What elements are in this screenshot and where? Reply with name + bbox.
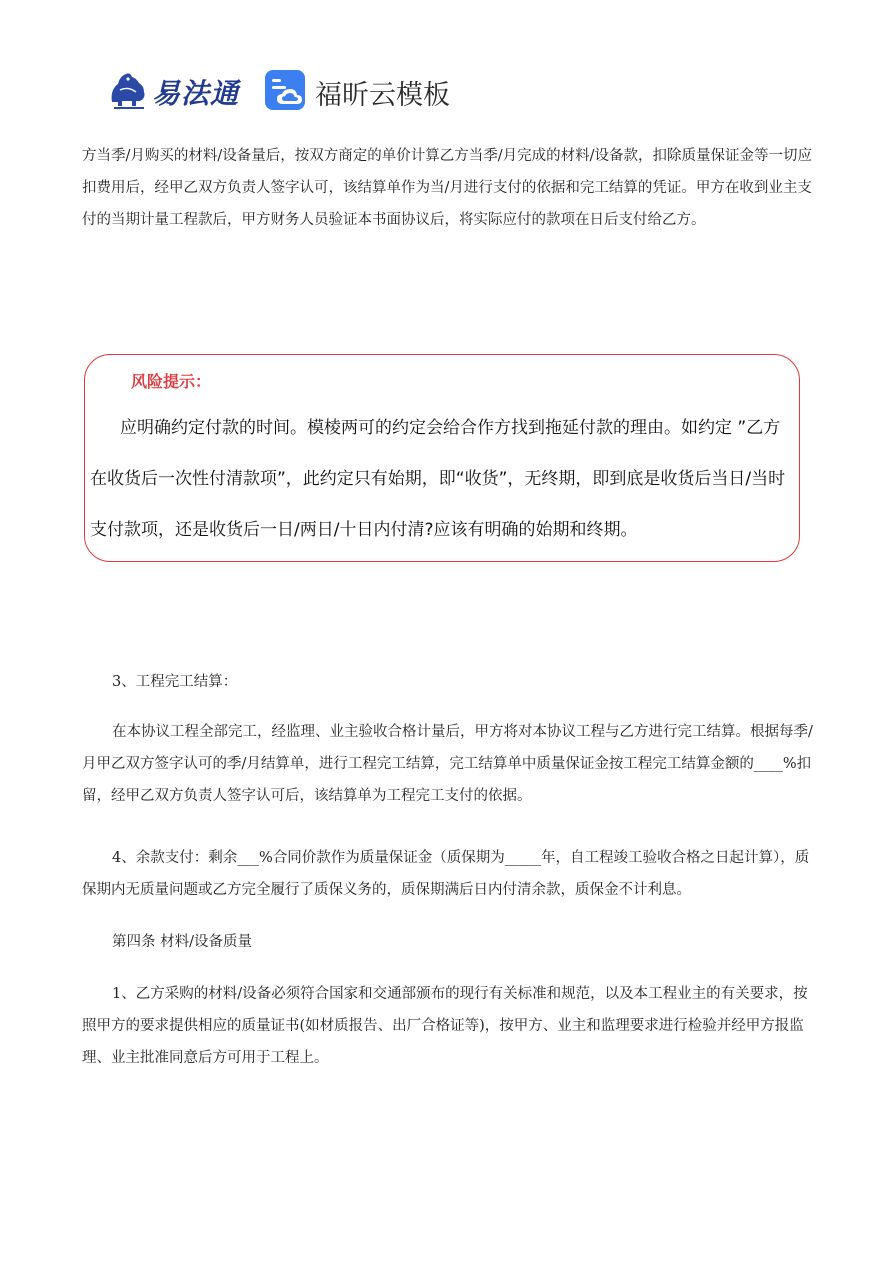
- paragraph-balance-payment: 4、余款支付：剩余___%合同价款作为质量保证金（质保期为_____年，自工程竣工验收合格之日起计算），质保期内无质量问题或乙方完全履行了质保义务的，质保期满后日内付清余款，质保金不计利息。: [82, 850, 810, 898]
- risk-notice-title: 风险提示：: [131, 372, 212, 391]
- yifatong-logo: [106, 68, 239, 116]
- foxit-template-logo: [263, 68, 450, 116]
- paragraph-completion-settlement: 在本协议工程全部完工，经监理、业主验收合格计量后，甲方将对本协议工程与乙方进行完工结算。根据每季/月甲乙双方签字认可的季/月结算单，进行工程完工结算，完工结算单中质量保证金按工程完工结算金额的____%扣留，经甲乙双方负责人签字认可后，该结算单为工程完工支付的依据。: [82, 724, 813, 804]
- article-heading-material-quality: 第四条 材料/设备质量: [112, 934, 252, 950]
- logo2-text: 福昕云模板: [315, 79, 451, 111]
- cloud-document-icon: [263, 68, 307, 116]
- paragraph-payment-basis: 方当季/月购买的材料/设备量后，按双方商定的单价计算乙方当季/月完成的材料/设备款，扣除质量保证金等一切应扣费用后，经甲乙双方负责人签字认可，该结算单作为当/月进行支付的依据和完工结算的凭证。甲方在收到业主支付的当期计量工程款后，甲方财务人员验证本书面协议后，将实际应付的款项在日后支付给乙方。: [82, 148, 813, 228]
- logo1-text: 易法通: [152, 77, 240, 110]
- section-heading-completion-settlement: 3、工程完工结算：: [112, 674, 238, 690]
- paragraph-material-quality: 1、乙方采购的材料/设备必须符合国家和交通部颁布的现行有关标准和规范，以及本工程业主的有关要求，按照甲方的要求提供相应的质量证书(如材质报告、出厂合格证等)，按甲方、业主和监理要求进行检验并经甲方报监理、业主批准同意后方可用于工程上。: [82, 986, 808, 1066]
- risk-notice-box: [84, 354, 800, 562]
- qilin-emblem-icon: [106, 68, 150, 116]
- risk-notice-body: 应明确约定付款的时间。模棱两可的约定会给合作方找到拖延付款的理由。如约定 ”乙方在收货后一次性付清款项”，此约定只有始期，即“收货”，无终期，即到底是收货后当日/当时支付款项，还是收货后一日/两日/十日内付清?应该有明确的始期和终期。: [90, 418, 786, 540]
- page-header: [106, 62, 450, 122]
